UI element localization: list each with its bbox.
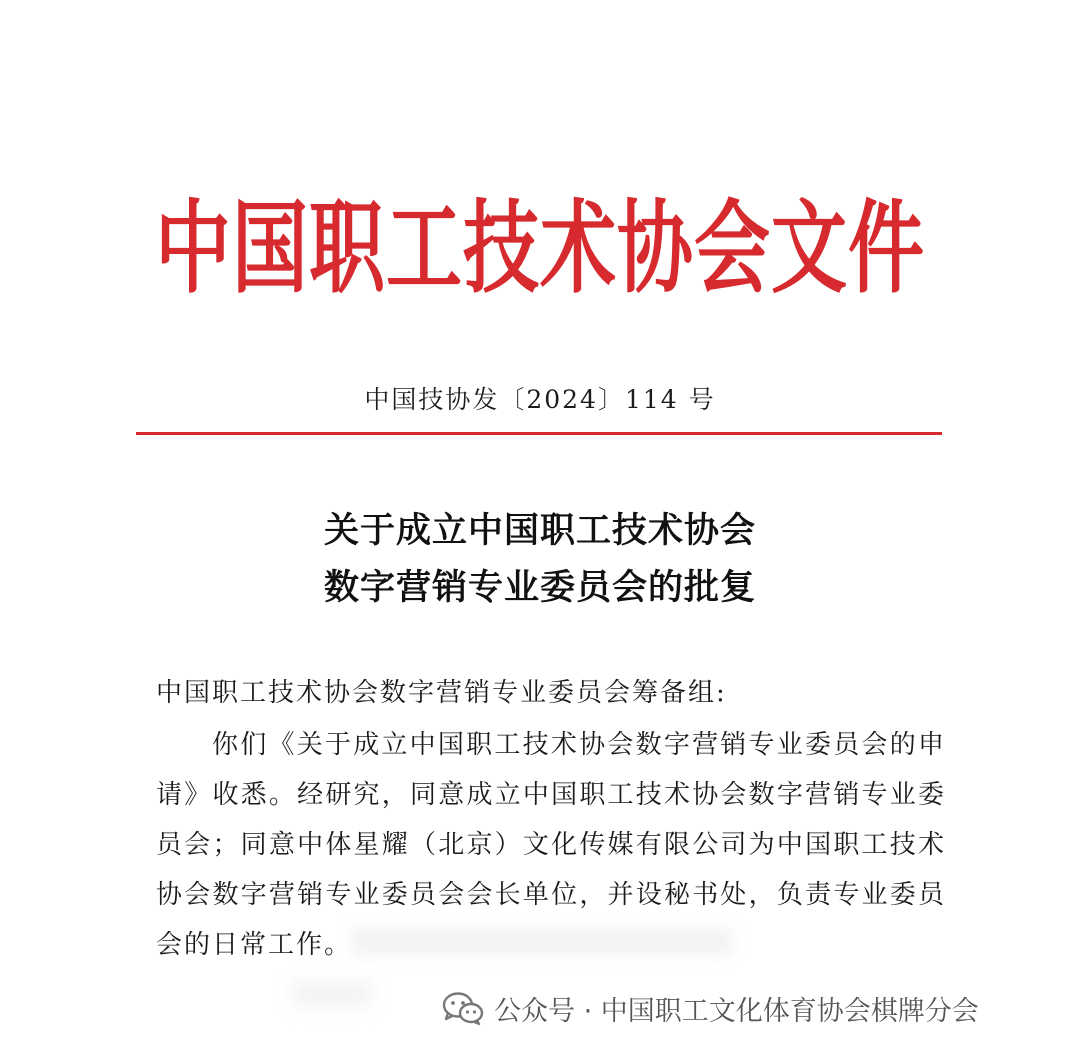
blurred-region (292, 982, 372, 1006)
document-title-line-1: 关于成立中国职工技术协会 (323, 510, 756, 551)
red-divider-line (136, 432, 942, 435)
body-paragraph: 你们《关于成立中国职工技术协会数字营销专业委员会的申请》收悉。经研究，同意成立中国职工技术协会数字营销专业委员会；同意中体星耀（北京）文化传媒有限公司为中国职工技术协会数字营销专业委员会会长单位，并设秘书处，负责专业委员会的日常工作。 (156, 730, 946, 960)
masthead-title: 中国职工技术协会文件 (155, 189, 925, 307)
document-number: 中国技协发〔2024〕114 号 (364, 385, 716, 414)
source-watermark (442, 988, 979, 1028)
addressee: 中国职工技术协会数字营销专业委员会筹备组: (156, 678, 727, 708)
document-title-line-2: 数字营销专业委员会的批复 (323, 567, 756, 608)
wechat-icon (442, 991, 484, 1025)
blurred-region (352, 928, 732, 956)
source-label: 公众号 · 中国职工文化体育协会棋牌分会 (494, 995, 979, 1027)
